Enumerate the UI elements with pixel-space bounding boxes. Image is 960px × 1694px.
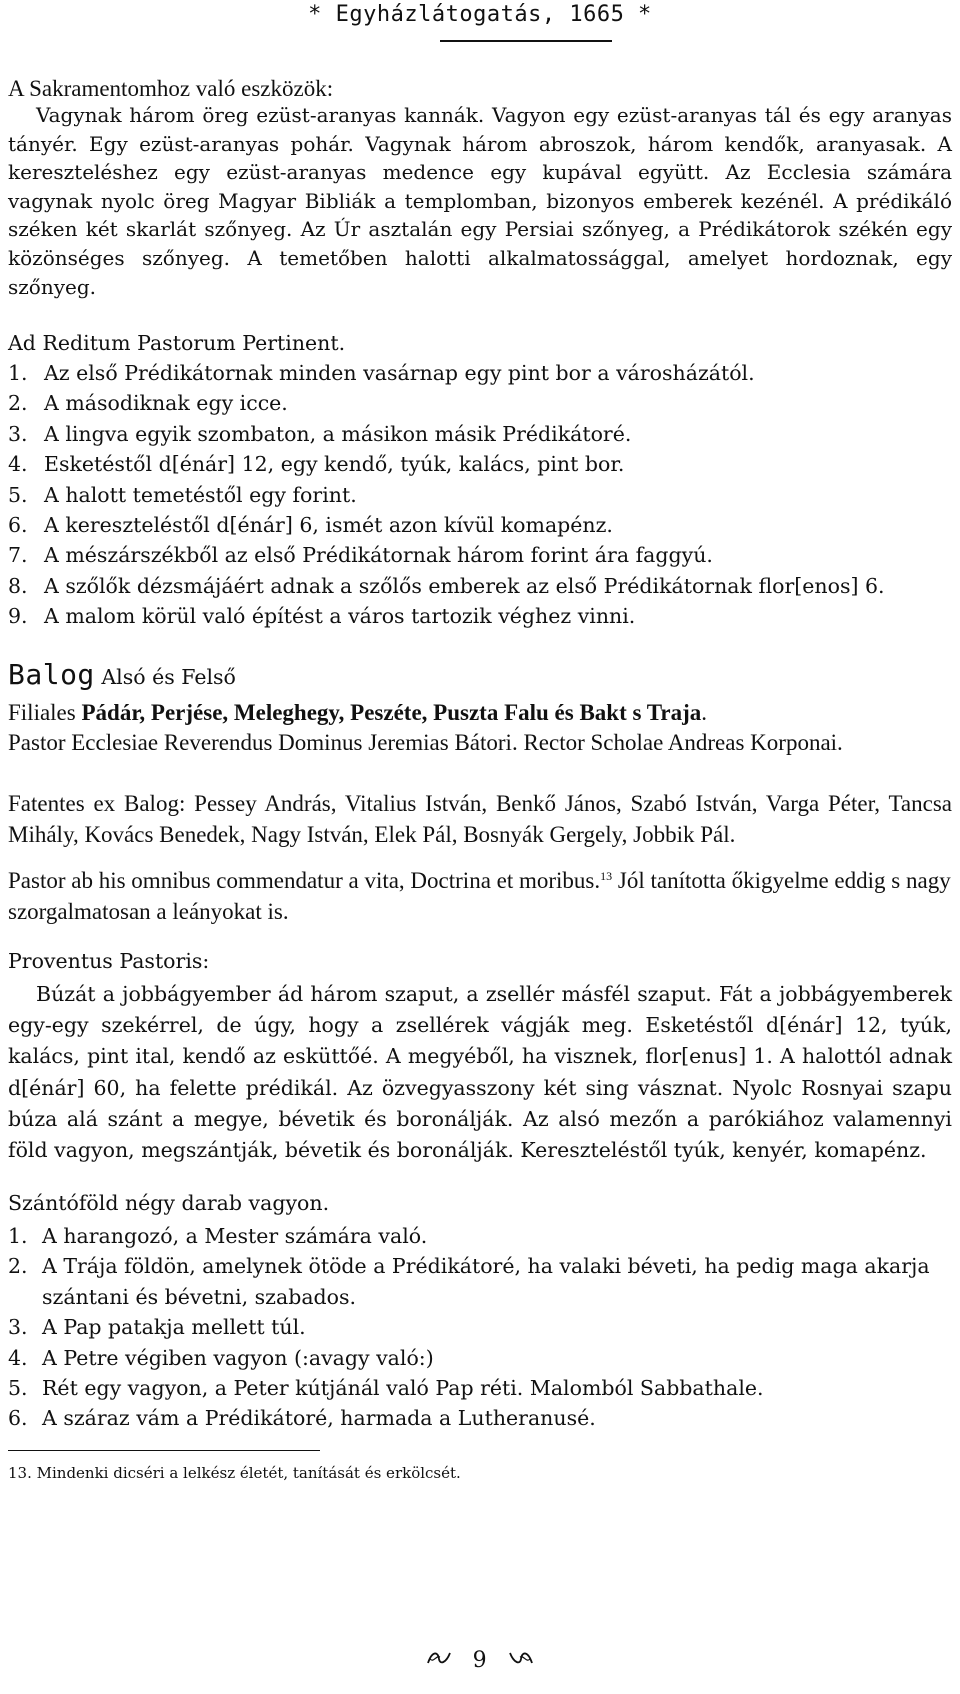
left-ornament-icon: [426, 1648, 458, 1672]
list-item: 6. A száraz vám a Prédikátoré, harmada a Lutheranusé.: [8, 1406, 596, 1431]
list-item: 8. A szőlők dézsmájáért adnak a szőlős emberek az első Prédikátornak flor[enos] 6.: [8, 573, 885, 598]
header-underline: [440, 40, 612, 42]
szantofold-title: Szántóföld négy darab vagyon.: [8, 1191, 330, 1215]
proventus-title: Proventus Pastoris:: [8, 949, 210, 973]
list-item: 9. A malom körül való építést a város tartozik véghez vinni.: [8, 604, 636, 629]
balog-suffix: Alsó és Felső: [101, 665, 236, 689]
filiales-villages: Pádár, Perjése, Meleghegy, Peszéte, Puszta Falu és Bakt s Traja: [81, 700, 702, 725]
balog-heading: [8, 658, 236, 694]
pastor-rector: Pastor Ecclesiae Reverendus Dominus Jeremias Bátori. Rector Scholae Andreas Korponai.: [8, 730, 843, 755]
list-item: 6. A kereszteléstől d[énár] 6, ismét azon kívül komapénz.: [8, 513, 613, 538]
right-ornament-icon: [508, 1648, 534, 1672]
list-item: 5. A halott temetéstől egy forint.: [8, 482, 357, 507]
list-item: 1. Az első Prédikátornak minden vasárnap egy pint bor a városházától.: [8, 361, 755, 385]
list-item: 4. A Petre végiben vagyon (:avagy való:): [8, 1345, 434, 1370]
page-header-title: * Egyházlátogatás, 1665 *: [308, 2, 652, 27]
footnote-divider: [8, 1450, 320, 1451]
proventus-body: Búzát a jobbágyember ád három szaput, a zsellér másfél szaput. Fát a jobbágyemberek egy-egy szekérrel, de úgy, hogy a zsellérek vágják meg. Esketéstől d[énár] 12, tyúk, kalács, pint ital, kendő az esküttőé. A megyéből, ha visznek, flor[enus] 1. A halottól adnak d[énár] 60, ha felette prédikál. Az özvegyasszony két sing vásznat. Nyolc Rosnyai szapu búza alá szánt a megye, bévetik és boronálják. Az alsó mezőn a parókiához valamennyi föld vagyon, megszántják, bévetik és boronálják. Kereszteléstől tyúk, kenyér, komapénz.: [8, 982, 952, 1163]
list-item: 4. Esketéstől d[énár] 12, egy kendő, tyúk, kalács, pint bor.: [8, 452, 625, 477]
filiales-label: Filiales: [8, 700, 76, 725]
list-item: 2. A Trája földön, amelynek ötöde a Prédikátoré, ha valaki béveti, ha pedig maga akarja szántani és bévetni, szabados.: [8, 1254, 930, 1309]
sakramentum-body: Vagynak három öreg ezüst-aranyas kannák. Vagyon egy ezüst-aranyas tál és egy aranyas tányér. Egy ezüst-aranyas pohár. Vagynak három abroszok, három kendők, aranyasak. A kereszteléshez egy ezüst-aranyas medence egy kupával együtt. Az Ecclesia számára vagynak nyolc öreg Magyar Bibliák a templomban, bizonyos emberek kezénél. A prédikáló széken két skarlát szőnyeg. Az Úr asztalán egy Persiai szőnyeg, a Prédikátorok székén egy közönséges szőnyeg. A temetőben halotti alkalmatossággal, amelyet hordoznak, egy szőnyeg.: [8, 103, 952, 299]
footnote-ref[interactable]: 13: [600, 869, 613, 883]
list-item: 2. A másodiknak egy icce.: [8, 391, 288, 416]
footnote-13: 13. Mindenki dicséri a lelkész életét, tanítását és erkölcsét.: [8, 1464, 461, 1482]
balog-name: Balog: [8, 658, 95, 691]
reditum-list: [8, 358, 952, 632]
list-item: 1. A harangozó, a Mester számára való.: [8, 1224, 428, 1248]
page-number-footer: [0, 1648, 960, 1673]
list-item: 7. A mészárszékből az első Prédikátornak három forint ára faggyú.: [8, 543, 713, 568]
filiales-line: Filiales Pádár, Perjése, Meleghegy, Peszéte, Puszta Falu és Bakt s Traja.: [8, 700, 708, 725]
szantofold-list: [8, 1221, 952, 1434]
pastor-commendation: Pastor ab his omnibus commendatur a vita, Doctrina et moribus.$^{13}$ Jól tanította őkigyelme eddig s nagy szorgalmatosan a leányokat is.: [8, 868, 951, 924]
list-item: 3. A lingva egyik szombaton, a másikon másik Prédikátoré.: [8, 421, 632, 446]
fatentes: Fatentes ex Balog: Pessey András, Vitalius István, Benkő János, Szabó István, Varga Péter, Tancsa Mihály, Kovács Benedek, Nagy István, Elek Pál, Bosnyák Gergely, Jobbik Pál.: [8, 791, 952, 847]
list-item: 3. A Pap patakja mellett túl.: [8, 1315, 306, 1340]
list-item: 5. Rét egy vagyon, a Peter kútjánál való Pap réti. Malomból Sabbathale.: [8, 1376, 764, 1401]
page-number: 9: [472, 1648, 487, 1673]
sakramentum-title: A Sakramentomhoz való eszközök:: [8, 76, 334, 101]
reditum-title: Ad Reditum Pastorum Pertinent.: [8, 331, 346, 355]
